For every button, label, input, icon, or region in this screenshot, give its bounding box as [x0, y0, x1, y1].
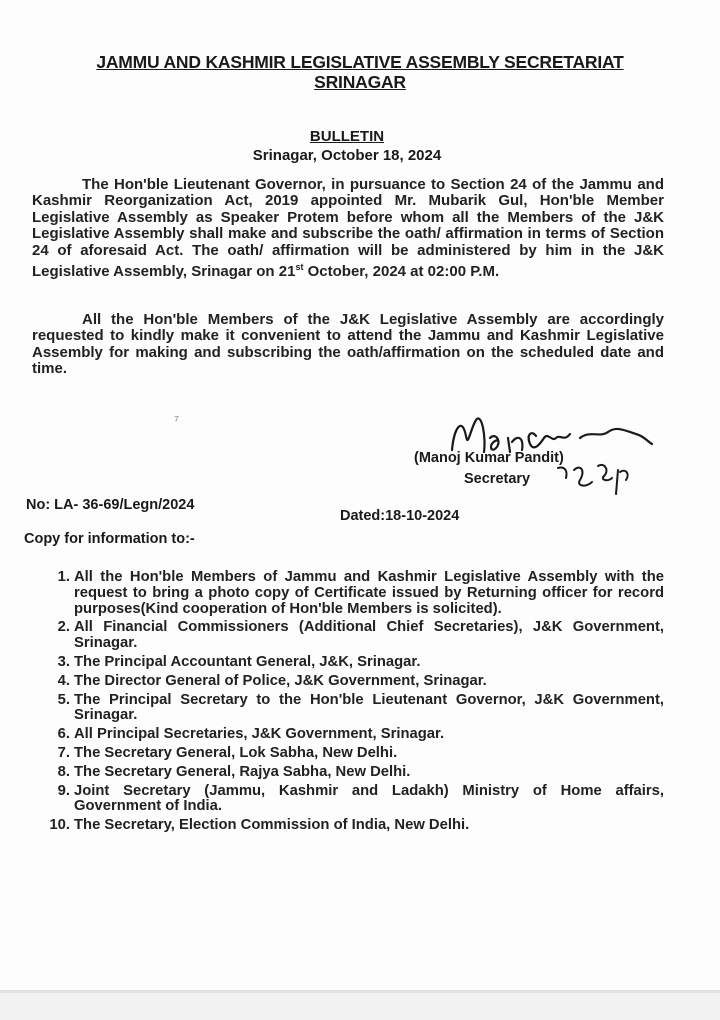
signatory-name: (Manoj Kumar Pandit)	[414, 450, 564, 466]
list-item-text: The Secretary, Election Commission of India, New Delhi.	[74, 817, 470, 834]
bottom-edge	[0, 990, 720, 1020]
list-item-text: The Principal Accountant General, J&K, Srinagar.	[74, 653, 421, 670]
list-item-text: The Director General of Police, J&K Government, Srinagar.	[74, 672, 487, 689]
paragraph-2	[32, 312, 664, 378]
copy-to-label: Copy for information to:-	[24, 531, 195, 547]
list-item	[44, 746, 664, 762]
paragraph-1-superscript: st	[295, 262, 304, 273]
paragraph-2-text: All the Hon'ble Members of the J&K Legislative Assembly are accordingly requested to kindly make it convenient to attend the Jammu and Kashmir Legislative Assembly for making and subscribing the oath/affirmation on the scheduled date and time.	[32, 311, 664, 378]
bulletin-date: Srinagar, October 18, 2024	[252, 147, 442, 164]
list-item	[44, 674, 664, 690]
list-item	[44, 784, 664, 816]
list-item-number: 2.	[57, 619, 70, 636]
signatory-designation: Secretary	[464, 471, 531, 487]
reference-date: Dated:18-10-2024	[340, 508, 460, 524]
copy-to-list	[44, 570, 664, 837]
list-item-number: 3.	[57, 653, 70, 670]
paragraph-1-text: The Hon'ble Lieutenant Governor, in pursuance to Section 24 of the Jammu and Kashmir Reorganization Act, 2019 appointed Mr. Mubarik Gul, Hon'ble Member Legislative Assembly as Speaker Protem before whom all the Members of the J&K Legislative Assembly shall make and subscribe the oath/ affirmation in terms of Section 24 of aforesaid Act. The oath/ affirmation will be administered by him in the J&K Legislative Assembly, Srinagar on 21	[32, 176, 664, 281]
list-item-text: The Principal Secretary to the Hon'ble Lieutenant Governor, J&K Government, Srinagar.	[74, 691, 664, 724]
list-item-text: The Secretary General, Lok Sabha, New Delhi.	[74, 744, 398, 761]
list-item	[44, 570, 664, 617]
list-item-number: 7.	[57, 744, 70, 761]
list-item-number: 6.	[57, 726, 70, 743]
reference-number: No: LA- 36-69/Legn/2024	[26, 497, 195, 513]
list-item-text: All the Hon'ble Members of Jammu and Kashmir Legislative Assembly with the request to bring a photo copy of Certificate issued by Returning officer for record purposes(Kind cooperation of Hon'ble Members is solicited).	[74, 569, 664, 617]
bulletin-title: BULLETIN	[309, 128, 385, 145]
list-item-number: 10.	[49, 817, 70, 834]
list-item-number: 8.	[57, 763, 70, 780]
list-item-text: Joint Secretary (Jammu, Kashmir and Ladakh) Ministry of Home affairs, Government of India.	[74, 782, 664, 815]
list-item-text: The Secretary General, Rajya Sabha, New Delhi.	[74, 763, 411, 780]
stray-mark: ⁷	[174, 412, 180, 428]
list-item	[44, 765, 664, 781]
list-item-number: 9.	[57, 782, 70, 799]
list-item-text: All Principal Secretaries, J&K Government, Srinagar.	[74, 726, 445, 743]
list-item	[44, 818, 664, 834]
list-item-number: 5.	[57, 691, 70, 708]
list-item	[44, 727, 664, 743]
list-item-number: 4.	[57, 672, 70, 689]
list-item	[44, 655, 664, 671]
paragraph-1-end: October, 2024 at 02:00 P.M.	[303, 263, 500, 281]
header-title: JAMMU AND KASHMIR LEGISLATIVE ASSEMBLY SECRETARIAT	[96, 52, 624, 72]
list-item-number: 1.	[57, 569, 70, 585]
list-item-text: All Financial Commissioners (Additional Chief Secretaries), J&K Government, Srinagar.	[74, 619, 664, 652]
list-item	[44, 620, 664, 652]
header-city: SRINAGAR	[314, 72, 406, 92]
paragraph-1	[32, 177, 664, 280]
list-item	[44, 693, 664, 725]
